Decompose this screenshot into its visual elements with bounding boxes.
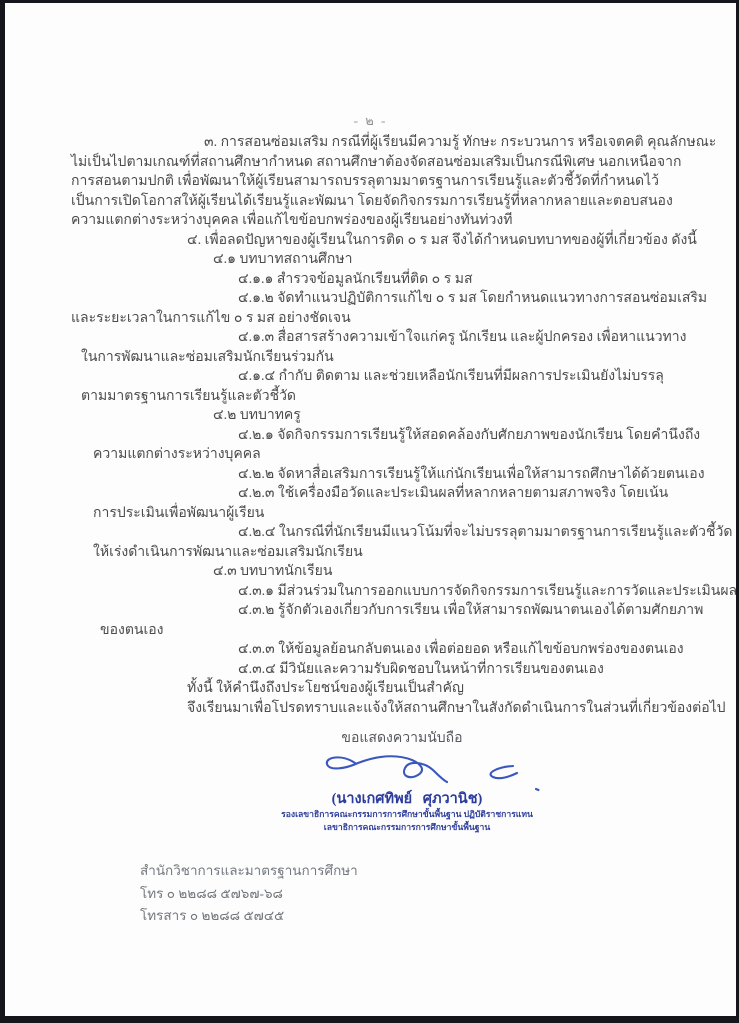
signer-name: (นางเกศทิพย์ ศุภวานิช) [331,791,483,807]
document-line: ความแตกต่างระหว่างบุคคล เพื่อแก้ไขข้อบกพร่องของผู้เรียนอย่างทันท่วงที [71,213,513,228]
document-line: ๔.๑ บทบาทสถานศึกษา [213,252,353,267]
document-line: ๔.๓.๔ มีวินัยและความรับผิดชอบในหน้าที่การเรียนของตนเอง [238,661,604,677]
document-line: ๔.๓.๓ ให้ข้อมูลย้อนกลับตนเอง เพื่อต่อยอด หรือแก้ไขข้อบกพร่องของตนเอง [238,642,684,657]
document-line: ๔.๓.๑ มีส่วนร่วมในการออกแบบการจัดกิจกรรมการเรียนรู้และการวัดและประเมินผล [238,583,738,599]
document-line: ๔.๑.๓ สื่อสารสร้างความเข้าใจแก่ครู นักเรียน และผู้ปกครอง เพื่อหาแนวทาง [238,330,687,345]
document-line: ๔.๑.๒ จัดทำแนวปฏิบัติการแก้ไข ๐ ร มส โดยกำหนดแนวทางการสอนซ่อมเสริม [238,291,708,306]
footer-office: สำนักวิชาการและมาตรฐานการศึกษา [140,863,358,878]
document-line: ๔.๓ บทบาทนักเรียน [213,564,333,579]
document-line: ของตนเอง [100,622,164,638]
signer-position-line1: รองเลขาธิการคณะกรรมการการศึกษาขั้นพื้นฐาน ปฏิบัติราชการแทน [281,809,533,819]
document-line: ๔.๒.๒ จัดหาสื่อเสริมการเรียนรู้ให้แก่นักเรียนเพื่อให้สามารถศึกษาได้ด้วยตนเอง [238,466,705,482]
document-line: ๔. เพื่อลดปัญหาของผู้เรียนในการติด ๐ ร มส จึงได้กำหนดบทบาทของผู้ที่เกี่ยวข้อง ดังนี้ [187,232,697,248]
salutation: ขอแสดงความนับถือ [341,731,463,746]
document-line: ตามมาตรฐานการเรียนรู้และตัวชี้วัด [81,388,297,404]
document-line: ๔.๒.๑ จัดกิจกรรมการเรียนรู้ให้สอดคล้องกับศักยภาพของนักเรียน โดยคำนึงถึง [238,427,701,443]
document-line: ทั้งนี้ ให้คำนึงถึงประโยชน์ของผู้เรียนเป็นสำคัญ [187,681,464,696]
footer-fax: โทรสาร ๐ ๒๒๘๘ ๕๗๔๕ [140,908,285,923]
document-line: และระยะเวลาในการแก้ไข ๐ ร มส อย่างชัดเจน [71,310,351,326]
document-line: การประเมินเพื่อพัฒนาผู้เรียน [93,505,265,521]
document-line: ในการพัฒนาและซ่อมเสริมนักเรียนร่วมกัน [81,349,334,365]
document-line: เป็นการเปิดโอกาสให้ผู้เรียนได้เรียนรู้และพัฒนา โดยจัดกิจกรรมการเรียนรู้ที่หลากหลายและตอบสนอง [71,193,673,209]
footer-phone: โทร ๐ ๒๒๘๘ ๕๗๖๗-๖๘ [140,886,283,901]
document-line: ๔.๒.๓ ใช้เครื่องมือวัดและประเมินผลที่หลากหลายตามสภาพจริง โดยเน้น [238,486,669,501]
document-line: ๓. การสอนซ่อมเสริม กรณีที่ผู้เรียนมีความรู้ ทักษะ กระบวนการ หรือเจตคติ คุณลักษณะ [204,135,717,150]
document-line: ๔.๒ บทบาทครู [213,408,301,423]
document-line: ไม่เป็นไปตามเกณฑ์ที่สถานศึกษากำหนด สถานศึกษาต้องจัดสอนซ่อมเสริมเป็นกรณีพิเศษ นอกเหนือจาก [71,154,682,170]
document-line: การสอนตามปกติ เพื่อพัฒนาให้ผู้เรียนสามารถบรรลุตามมาตรฐานการเรียนรู้และตัวชี้วัดที่กำหนดไว้ [71,174,659,189]
signer-position-line2: เลขาธิการคณะกรรมการการศึกษาขั้นพื้นฐาน [323,822,491,832]
document-line: ๔.๑.๔ กำกับ ติดตาม และช่วยเหลือนักเรียนที่มีผลการประเมินยังไม่บรรลุ [238,369,664,384]
document-line: ๔.๑.๑ สำรวจข้อมูลนักเรียนที่ติด ๐ ร มส [238,271,473,287]
document-line: จึงเรียนมาเพื่อโปรดทราบและแจ้งให้สถานศึกษาในสังกัดดำเนินการในส่วนที่เกี่ยวข้องต่อไป [187,700,726,716]
scanned-document-page [5,3,736,1016]
document-line: ความแตกต่างระหว่างบุคคล [93,447,261,462]
document-line: ให้เร่งดำเนินการพัฒนาและซ่อมเสริมนักเรียน [93,544,363,560]
document-line: ๔.๓.๒ รู้จักตัวเองเกี่ยวกับการเรียน เพื่อให้สามารถพัฒนาตนเองได้ตามศักยภาพ [238,603,704,618]
document-line: ๔.๒.๔ ในกรณีที่นักเรียนมีแนวโน้มที่จะไม่บรรลุตามมาตรฐานการเรียนรู้และตัวชี้วัด [238,525,733,540]
page-number: - ๒ - [353,113,388,128]
